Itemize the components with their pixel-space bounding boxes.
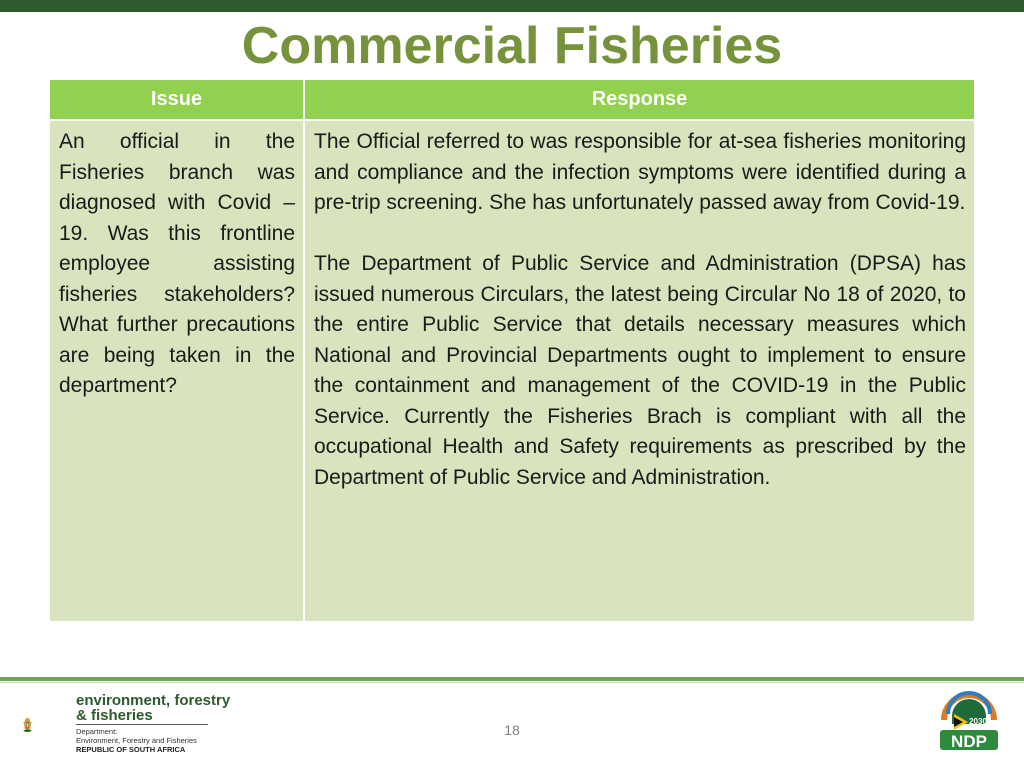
table-row [49,120,975,622]
ndp-label: NDP [951,732,987,751]
coat-of-arms-icon [22,690,72,760]
footer-divider [0,677,1024,681]
ndp-2030-logo-icon [934,686,1004,756]
dept-wordmark: environment, forestry & fisheries [76,692,231,724]
footer-divider-thin [0,682,1024,683]
response-column-header: Response [304,79,975,120]
issue-text: An official in the Fisheries branch was diagnosed with Covid – 19. Was this frontline employee assisting fisheries stakeholders? What further precautions are being taken in the department? [59,130,295,397]
issue-cell [49,120,304,622]
issue-column-header: Issue [49,79,304,120]
page-number: 18 [504,722,520,738]
qa-table [48,78,976,623]
top-accent-bar [0,0,1024,12]
response-cell [304,120,975,622]
country-name: REPUBLIC OF SOUTH AFRICA [76,745,186,754]
response-paragraph: The Official referred to was responsible for at-sea fisheries monitoring and compliance and the infection symptoms were identified during a pre-trip screening. She has unfortunately passed away from Covid-19. [314,130,966,214]
response-paragraph: The Department of Public Service and Administration (DPSA) has issued numerous Circulars, the latest being Circular No 18 of 2020, to the entire Public Service that details necessary measures which National and Provincial Departments ought to implement to ensure the containment and management of the COVID-19 in the Public Service. Currently the Fisheries Brach is compliant with all the occupational Health and Safety requirements as prescribed by the Department of Public Service and Administration. [314,252,966,489]
slide-title: Commercial Fisheries [241,17,783,75]
ndp-year: 2030 [969,717,987,726]
dept-subtitle: Department: Environment, Forestry and Fisheries [76,727,197,745]
dept-rule [76,724,208,725]
table-header-row [49,79,975,120]
